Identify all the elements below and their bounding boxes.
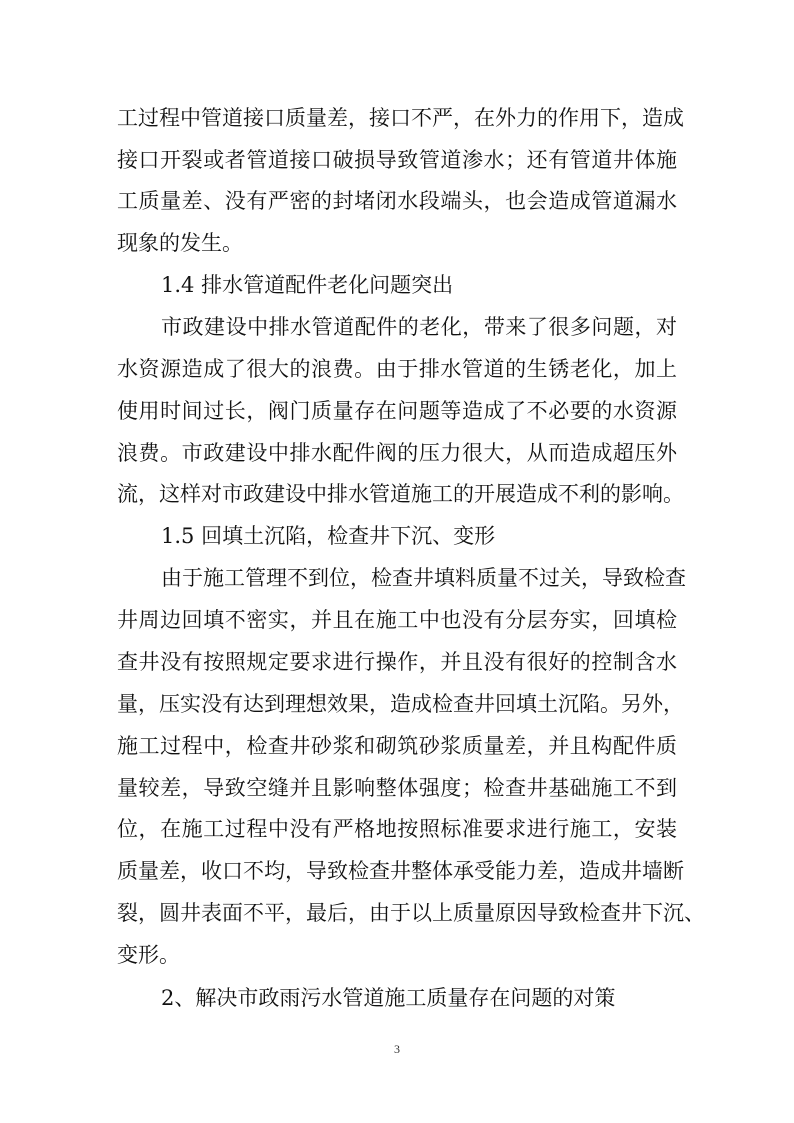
paragraph-b-line-3: 使用时间过长，阀门质量存在问题等造成了不必要的水资源 <box>117 399 677 423</box>
paragraph-a-line-2: 接口开裂或者管道接口破损导致管道渗水；还有管道井体施 <box>117 148 677 172</box>
paragraph-c-line-5: 施工过程中，检查井砂浆和砌筑砂浆质量差，并且构配件质 <box>117 734 677 758</box>
paragraph-b-line-1: 市政建设中排水管道配件的老化，带来了很多问题，对 <box>161 315 677 339</box>
paragraph-c-line-7: 位，在施工过程中没有严格地按照标准要求进行施工，安装 <box>117 817 677 841</box>
paragraph-a-line-3: 工质量差、没有严密的封堵闭水段端头，也会造成管道漏水 <box>117 189 677 213</box>
paragraph-c-line-4: 量，压实没有达到理想效果，造成检查井回填土沉陷。另外， <box>117 692 684 716</box>
paragraph-c-line-6: 量较差，导致空缝并且影响整体强度；检查井基础施工不到 <box>117 776 677 800</box>
paragraph-c-line-9: 裂，圆井表面不平，最后，由于以上质量原因导致检查井下沉、 <box>117 901 705 925</box>
paragraph-c-line-2: 井周边回填不密实，并且在施工中也没有分层夯实，回填检 <box>117 608 677 632</box>
section-heading-1-4: 1.4 排水管道配件老化问题突出 <box>161 273 454 297</box>
section-heading-1-5: 1.5 回填土沉陷，检查井下沉、变形 <box>161 524 496 548</box>
paragraph-c-line-8: 质量差，收口不均，导致检查井整体承受能力差，造成井墙断 <box>117 859 684 883</box>
paragraph-a-line-1: 工过程中管道接口质量差，接口不严，在外力的作用下，造成 <box>117 106 684 130</box>
paragraph-c-line-3: 查井没有按照规定要求进行操作，并且没有很好的控制含水 <box>117 650 677 674</box>
paragraph-c-line-10: 变形。 <box>117 943 180 967</box>
paragraph-b-line-4: 浪费。市政建设中排水配件阀的压力很大，从而造成超压外 <box>117 441 677 465</box>
paragraph-b-line-2: 水资源造成了很大的浪费。由于排水管道的生锈老化，加上 <box>117 357 677 381</box>
paragraph-b-line-5: 流，这样对市政建设中排水管道施工的开展造成不利的影响。 <box>117 482 684 506</box>
page-number: 3 <box>394 1042 400 1056</box>
section-heading-2: 2、解决市政雨污水管道施工质量存在问题的对策 <box>161 986 616 1010</box>
paragraph-a-line-4: 现象的发生。 <box>117 231 243 255</box>
paragraph-c-line-1: 由于施工管理不到位，检查井填料质量不过关，导致检查 <box>161 566 686 590</box>
